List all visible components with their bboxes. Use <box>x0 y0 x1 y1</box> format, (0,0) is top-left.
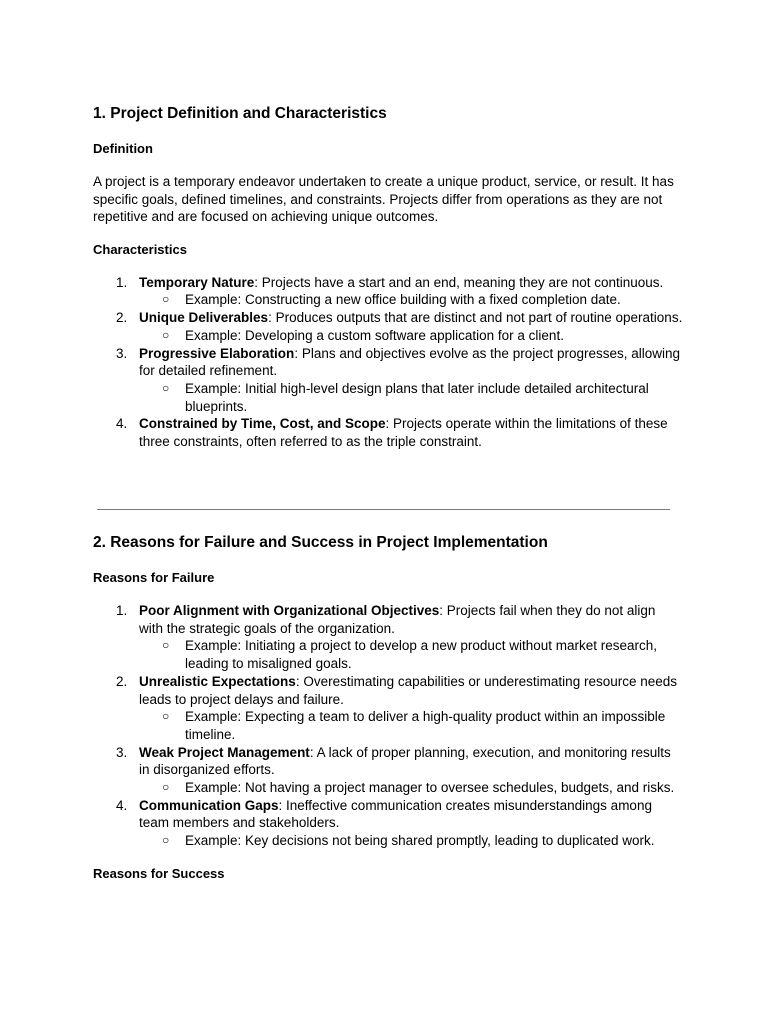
section1-title: 1. Project Definition and Characteristics <box>93 105 387 122</box>
list-number: 1. <box>116 274 128 290</box>
hollow-bullet-icon: ○ <box>162 292 170 307</box>
item-term: Unique Deliverables <box>139 310 269 326</box>
section-divider <box>97 509 670 510</box>
hollow-bullet-icon: ○ <box>162 638 170 653</box>
success-heading: Reasons for Success <box>93 865 225 881</box>
item-description: : Ineffective communication creates misunderstandings among team members and stakeholders. <box>139 797 652 831</box>
sub-list <box>139 779 683 797</box>
list-item <box>116 673 683 744</box>
example-text: Example: Developing a custom software application for a client. <box>185 327 564 343</box>
list-number: 4. <box>116 797 128 813</box>
list-item <box>116 274 683 309</box>
item-term: Communication Gaps <box>139 797 279 813</box>
item-term: Poor Alignment with Organizational Objectives <box>139 603 440 618</box>
sub-list-item <box>162 380 683 415</box>
hollow-bullet-icon: ○ <box>162 381 170 395</box>
definition-text: A project is a temporary endeavor undertaken to create a unique product, service, or result. It has specific goals, defined timelines, and constraints. Projects differ from operations as they are not repetitive and are focused on achieving unique outcomes. <box>93 174 674 225</box>
sub-list-item <box>162 708 683 743</box>
sub-list-item <box>162 779 683 797</box>
list-item <box>116 309 683 344</box>
sub-list <box>139 708 683 743</box>
failure-heading: Reasons for Failure <box>93 570 215 585</box>
hollow-bullet-icon: ○ <box>162 327 170 342</box>
characteristics-list <box>93 274 683 451</box>
definition-heading: Definition <box>93 141 153 156</box>
item-term: Weak Project Management <box>139 744 310 760</box>
list-number: 2. <box>116 310 128 326</box>
hollow-bullet-icon: ○ <box>162 833 170 848</box>
sub-list <box>139 832 683 850</box>
item-term: Constrained by Time, Cost, and Scope <box>139 416 386 432</box>
sub-list-item <box>162 291 683 309</box>
item-term: Temporary Nature <box>139 274 255 290</box>
list-number: 3. <box>116 744 128 760</box>
item-description: : Projects have a start and an end, meaning they are not continuous. <box>254 274 664 290</box>
item-term: Progressive Elaboration <box>139 345 295 361</box>
item-description: : Overestimating capabilities or underestimating resource needs leads to project delays and failure. <box>139 673 678 707</box>
example-text: Example: Not having a project manager to oversee schedules, budgets, and risks. <box>185 780 675 796</box>
hollow-bullet-icon: ○ <box>162 709 170 724</box>
list-number: 2. <box>116 673 128 689</box>
section2-title: 2. Reasons for Failure and Success in Project Implementation <box>93 534 548 551</box>
sub-list <box>139 637 683 672</box>
sub-list <box>139 327 683 345</box>
list-number: 1. <box>116 603 128 618</box>
sub-list-item <box>162 637 683 672</box>
list-item <box>116 415 683 450</box>
list-number: 4. <box>116 416 128 432</box>
example-text: Example: Initiating a project to develop a new product without market research, leading to misaligned goals. <box>185 638 657 672</box>
example-text: Example: Constructing a new office building with a fixed completion date. <box>185 292 621 308</box>
item-description: : Plans and objectives evolve as the project progresses, allowing for detailed refinement. <box>139 345 681 379</box>
sub-list <box>139 291 683 309</box>
item-description: : A lack of proper planning, execution, and monitoring results in disorganized efforts. <box>139 744 671 778</box>
example-text: Example: Key decisions not being shared promptly, leading to duplicated work. <box>185 833 655 849</box>
example-text: Example: Expecting a team to deliver a high-quality product within an impossible timeline. <box>185 709 666 742</box>
sub-list-item <box>162 832 683 850</box>
failure-reasons-list <box>93 602 683 850</box>
sub-list <box>139 380 683 415</box>
list-item <box>116 345 683 416</box>
list-item <box>116 602 683 673</box>
example-text: Example: Initial high-level design plans that later include detailed architectural blueprints. <box>185 381 649 414</box>
list-item <box>116 797 683 850</box>
document-content-section2 <box>93 532 683 883</box>
sub-list-item <box>162 327 683 345</box>
item-description: : Projects fail when they do not align with the strategic goals of the organization. <box>139 603 656 636</box>
item-term: Unrealistic Expectations <box>139 673 296 689</box>
item-description: : Projects operate within the limitations of these three constraints, often referred to as the triple constraint. <box>139 416 668 450</box>
list-item <box>116 744 683 797</box>
list-number: 3. <box>116 345 128 361</box>
hollow-bullet-icon: ○ <box>162 780 170 795</box>
item-description: : Produces outputs that are distinct and not part of routine operations. <box>268 310 683 326</box>
document-content <box>93 103 683 451</box>
characteristics-heading: Characteristics <box>93 241 187 257</box>
